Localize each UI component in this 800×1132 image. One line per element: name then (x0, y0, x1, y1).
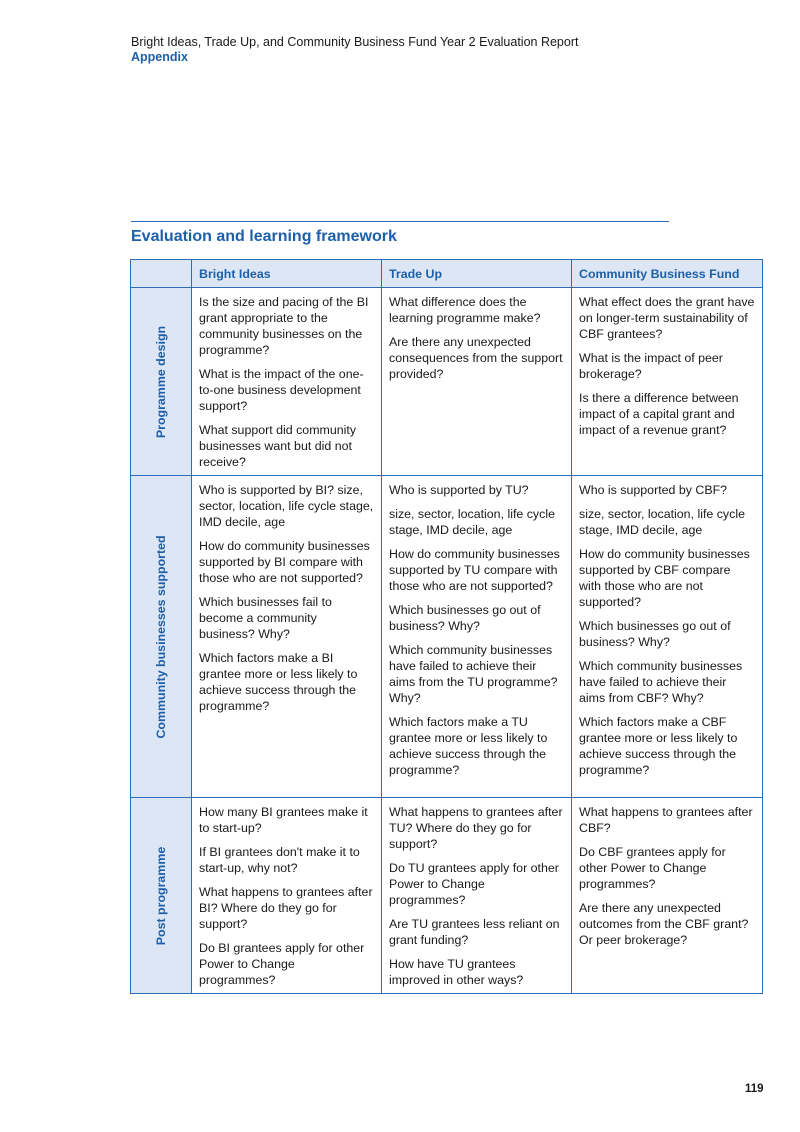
framework-table (130, 259, 763, 994)
question: Who is supported by CBF? (579, 483, 728, 497)
question: What happens to grantees after CBF? (579, 805, 753, 835)
cell-post-trade-up (382, 798, 572, 994)
question: What difference does the learning programme make? (389, 295, 541, 325)
question: What happens to grantees after TU? Where do they go for support? (389, 805, 563, 851)
table-row-community-businesses-supported (131, 476, 763, 798)
question: Which businesses fail to become a community business? Why? (199, 595, 332, 641)
report-title: Bright Ideas, Trade Up, and Community Business Fund Year 2 Evaluation Report (131, 35, 579, 49)
row-label: Community businesses supported (154, 534, 168, 739)
question: Which factors make a BI grantee more or less likely to achieve success through the programme? (199, 651, 358, 713)
section-label: Appendix (131, 50, 188, 64)
question: Which community businesses have failed to achieve their aims from the TU programme? Why? (389, 643, 558, 705)
cell-community-trade-up (382, 476, 572, 798)
question: Who is supported by TU? (389, 483, 529, 497)
question: What effect does the grant have on longer-term sustainability of CBF grantees? (579, 295, 755, 341)
question: Do CBF grantees apply for other Power to Change programmes? (579, 845, 726, 891)
question: Which businesses go out of business? Why? (579, 619, 731, 649)
column-header-trade-up: Trade Up (382, 260, 572, 288)
question: How do community businesses supported by BI compare with those who are not supported? (199, 539, 370, 585)
page-number: 119 (745, 1083, 764, 1095)
column-header-community-business-fund: Community Business Fund (572, 260, 763, 288)
question: What is the impact of the one-to-one business development support? (199, 367, 364, 413)
table-row-post-programme (131, 798, 763, 994)
question: Which factors make a CBF grantee more or less likely to achieve success through the programme? (579, 715, 738, 777)
question: Are there any unexpected consequences from the support provided? (389, 335, 563, 381)
cell-post-cbf (572, 798, 763, 994)
question: What happens to grantees after BI? Where do they go for support? (199, 885, 373, 931)
question: What is the impact of peer brokerage? (579, 351, 723, 381)
question: Are TU grantees less reliant on grant funding? (389, 917, 560, 947)
cell-programme-design-trade-up (382, 288, 572, 476)
question: size, sector, location, life cycle stage, IMD decile, age (389, 507, 555, 537)
table-row-programme-design (131, 288, 763, 476)
column-header-bright-ideas: Bright Ideas (192, 260, 382, 288)
cell-community-cbf (572, 476, 763, 798)
question: Which community businesses have failed to achieve their aims from CBF? Why? (579, 659, 743, 705)
cell-community-bright-ideas (192, 476, 382, 798)
question: How many BI grantees make it to start-up? (199, 805, 368, 835)
row-label: Programme design (154, 325, 168, 438)
question: size, sector, location, life cycle stage, IMD decile, age (579, 507, 745, 537)
row-header-programme-design (131, 288, 192, 476)
cell-programme-design-bright-ideas (192, 288, 382, 476)
question: Which factors make a TU grantee more or less likely to achieve success through the programme? (389, 715, 548, 777)
question: Do TU grantees apply for other Power to Change programmes? (389, 861, 559, 907)
question: Which businesses go out of business? Why? (389, 603, 541, 633)
question: Is the size and pacing of the BI grant appropriate to the community businesses on the programme? (199, 295, 369, 357)
question: What support did community businesses want but did not receive? (199, 423, 357, 469)
table-header-row (131, 260, 763, 288)
heading-rule (131, 221, 669, 222)
question: Who is supported by BI? size, sector, location, life cycle stage, IMD decile, age (199, 483, 374, 529)
question: Are there any unexpected outcomes from the CBF grant? Or peer brokerage? (579, 901, 749, 947)
row-header-post-programme (131, 798, 192, 994)
question: Do BI grantees apply for other Power to Change programmes? (199, 941, 365, 987)
question: How do community businesses supported by TU compare with those who are not supported? (389, 547, 560, 593)
question: How have TU grantees improved in other ways? (389, 957, 524, 987)
cell-programme-design-cbf (572, 288, 763, 476)
cell-post-bright-ideas (192, 798, 382, 994)
running-header (131, 35, 578, 65)
corner-cell (131, 260, 192, 288)
question: If BI grantees don't make it to start-up, why not? (199, 845, 360, 875)
question: Is there a difference between impact of a capital grant and impact of a revenue grant? (579, 391, 739, 437)
question: How do community businesses supported by CBF compare with those who are not supported? (579, 547, 750, 609)
page-heading: Evaluation and learning framework (131, 228, 397, 245)
row-header-community-businesses-supported (131, 476, 192, 798)
row-label: Post programme (154, 846, 168, 945)
